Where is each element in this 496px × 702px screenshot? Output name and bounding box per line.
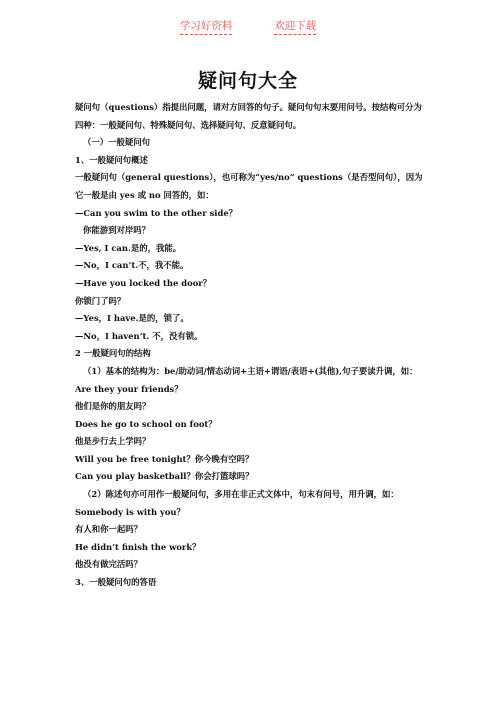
paragraph: （1）基本的结构为：be/助动词/情态动词+主语+谓语/表语+(其他),句子要读升调，如： bbox=[83, 365, 418, 376]
example-line: —Yes, I can.是的，我能。 bbox=[75, 242, 182, 253]
example-translation: 他没有做完活吗？ bbox=[75, 559, 142, 570]
subsection-heading: 1、一般疑问句概述 bbox=[75, 154, 148, 165]
example-line: Somebody is with you？ bbox=[75, 506, 185, 517]
example-translation: 他是步行去上学吗？ bbox=[75, 436, 151, 447]
example-line: Will you be free tonight？你今晚有空吗？ bbox=[75, 453, 254, 464]
page-header bbox=[0, 18, 496, 35]
example-line: Can you play basketball？你会打篮球吗？ bbox=[75, 471, 254, 482]
example-line: —No，I haven’t. 不，没有锁。 bbox=[75, 330, 203, 341]
paragraph: 一般疑问句（general questions），也可称为“yes/no” questions（是否型问句），因为它一般是由 yes 或 no 回答的，如： bbox=[75, 172, 423, 200]
header-left-text: 学习好资料 bbox=[180, 18, 233, 35]
example-translation: 你能游到对岸吗？ bbox=[83, 225, 150, 236]
example-translation: 有人和你一起吗？ bbox=[75, 524, 142, 535]
document-title: 疑问句大全 bbox=[197, 70, 298, 92]
example-line: Are they your friends？ bbox=[75, 383, 183, 394]
header-right-text: 欢迎下载 bbox=[274, 18, 316, 35]
example-line: —Have you locked the door？ bbox=[75, 277, 212, 288]
example-translation: 他们是你的朋友吗？ bbox=[75, 401, 151, 412]
paragraph: （2）陈述句亦可用作一般疑问句，多用在非正式文体中，句末有问号，用升调，如： bbox=[83, 489, 399, 500]
example-line: —No，I can’t.不，我不能。 bbox=[75, 260, 189, 271]
example-line: He didn’t finish the work？ bbox=[75, 541, 201, 552]
document-body bbox=[75, 99, 425, 592]
section-heading: （一）一般疑问句 bbox=[83, 137, 150, 148]
example-line: —Yes，I have.是的，锁了。 bbox=[75, 313, 189, 324]
example-translation: 你锁门了吗？ bbox=[75, 295, 126, 306]
subsection-heading: 3、一般疑问句的答语 bbox=[75, 577, 157, 588]
intro-paragraph: 疑问句（questions）指提出问题，请对方回答的句子。疑问句句末要用问号。按结构可分为四种：一般疑问句、特殊疑问句、选择疑问句、反意疑问句。 bbox=[75, 102, 422, 130]
example-line: Does he go to school on foot？ bbox=[75, 418, 217, 429]
example-line: —Can you swim to the other side？ bbox=[75, 207, 238, 218]
subsection-heading: 2 一般疑问句的结构 bbox=[75, 348, 151, 359]
